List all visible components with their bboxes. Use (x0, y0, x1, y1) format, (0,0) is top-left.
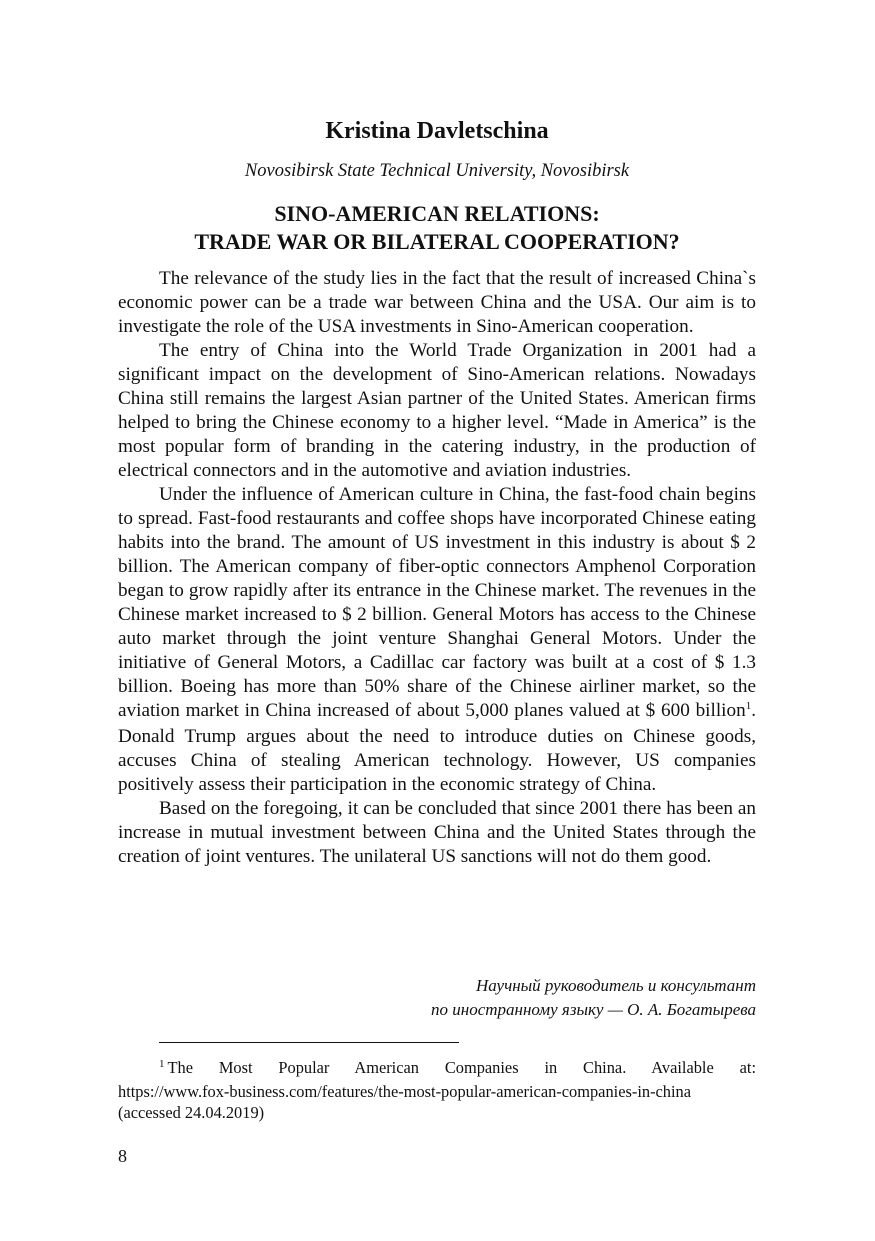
advisor-line-2: по иностранному языку — О. А. Богатырева (431, 1000, 756, 1019)
footnote (118, 1057, 756, 1123)
footnote-line-1 (118, 1057, 756, 1081)
paragraph-relevance: The relevance of the study lies in the fact that the result of increased China`s economic power can be a trade war between China and the USA. Our aim is to investigate the role of the USA investments in Sino-American cooperation. (118, 268, 756, 337)
advisor-line-1: Научный руководитель и консультант (476, 976, 756, 995)
footnote-link[interactable]: https://www.fox-business.com/features/the-most-popular-american-companies-in-china (accessed 24.04.2019) (118, 1082, 692, 1122)
paragraph-us-companies (118, 483, 756, 797)
page-number: 8 (118, 1146, 127, 1166)
paragraph-conclusion: Based on the foregoing, it can be concluded that since 2001 there has been an increase in mutual investment between China and the United States through the creation of joint ventures. The unilateral US sanctions will not do them good. (118, 798, 756, 867)
paper-title-line-1: SINO-AMERICAN RELATIONS: (274, 201, 600, 226)
footnote-mark: 1 (159, 1058, 165, 1070)
footnote-divider (159, 1042, 459, 1043)
footnote-reference[interactable]: 1 (745, 700, 752, 712)
author-name: Kristina Davletschina (325, 118, 549, 144)
author-affiliation: Novosibirsk State Technical University, Novosibirsk (244, 161, 630, 181)
paragraph-us-companies-part-1: Under the influence of American culture in China, the fast-food chain begins to spread. Fast-food restaurants and coffee shops have incorporated Chinese eating habits into the brand. The amount of US investment in this industry is about $ 2 billion. The American company of fiber-optic connectors Amphenol Corporation began to grow rapidly after its entrance in the Chinese market. The revenues in the Chinese market increased to $ 2 billion. General Motors has access to the Chinese auto market through the joint venture Shanghai General Motors. Under the initiative of General Motors, a Cadillac car factory was built at a cost of $ 1.3 billion. Boeing has more than 50% share of the Chinese airliner market, so the aviation market in China increased of about 5,000 planes valued at $ 600 billion (118, 484, 756, 721)
footnote-text: The Most Popular American Companies in China. Available at: (167, 1058, 756, 1077)
scientific-advisor (431, 974, 756, 1022)
paragraph-us-companies-part-2: . Donald Trump argues about the need to introduce duties on Chinese goods, accuses China of stealing American technology. However, US companies positively assess their participation in the economic strategy of China. (118, 700, 756, 795)
paper-title-line-2: TRADE WAR OR BILATERAL COOPERATION? (194, 229, 680, 254)
paragraph-wto-entry: The entry of China into the World Trade Organization in 2001 had a significant impact on the development of Sino-American relations. Nowadays China still remains the largest Asian partner of the United States. American firms helped to bring the Chinese economy to a higher level. “Made in America” is the most popular form of branding in the catering industry, in the production of electrical connectors and in the automotive and aviation industries. (118, 340, 756, 481)
paper-title (118, 200, 756, 256)
article-body (118, 267, 756, 869)
